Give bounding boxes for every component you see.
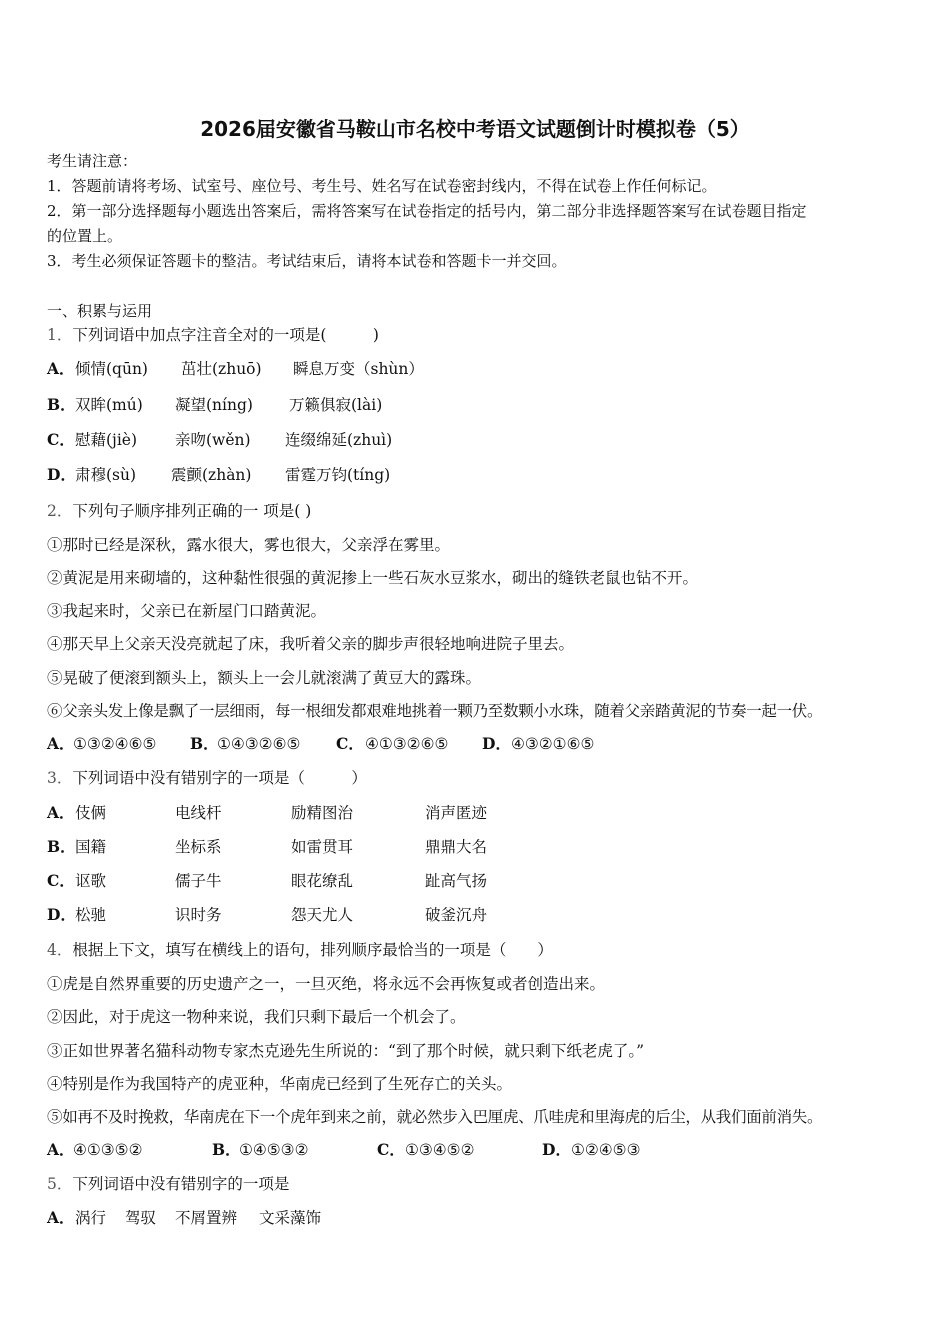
question-2 — [47, 500, 311, 522]
option-label: A． — [47, 734, 75, 753]
option-word: 涡行 — [75, 1209, 107, 1227]
option-word: 驾驭 — [125, 1209, 157, 1227]
option-text: ①③④⑤② — [405, 1141, 475, 1159]
q4-options — [47, 1139, 907, 1161]
option-word: 励精图治 — [291, 804, 354, 822]
option-word: 讴歌 — [75, 872, 107, 890]
question-5 — [47, 1173, 289, 1195]
q2-sentence: ④那天早上父亲天没亮就起了床，我听着父亲的脚步声很轻地响进院子里去。 — [47, 635, 575, 653]
q3-option-b — [47, 836, 907, 858]
q5-option-a — [47, 1207, 907, 1229]
option-label: C． — [377, 1140, 405, 1159]
option-text: ①④⑤③② — [239, 1141, 309, 1159]
q1-option-a — [47, 358, 907, 380]
option-label: D． — [47, 465, 76, 484]
option-label: D． — [482, 734, 511, 753]
option-word: 茁壮(zhuō) — [181, 360, 262, 378]
option-word: 万籁俱寂(lài) — [289, 396, 383, 414]
option-word: 趾高气扬 — [425, 872, 488, 890]
q2-sentence: ①那时已经是深秋，露水很大，雾也很大，父亲浮在雾里。 — [47, 536, 451, 554]
notice-item: 3．考生必须保证答题卡的整洁。考试结束后，请将本试卷和答题卡一并交回。 — [47, 252, 567, 270]
q3-option-a — [47, 802, 907, 824]
q2-sentence: ③我起来时，父亲已在新屋门口踏黄泥。 — [47, 602, 327, 620]
option-word: 识时务 — [175, 906, 222, 924]
section-heading: 一、积累与运用 — [47, 302, 153, 320]
q1-option-c — [47, 429, 907, 451]
notice-item: 1．答题前请将考场、试室号、座位号、考生号、姓名写在试卷密封线内，不得在试卷上作任何标记。 — [47, 177, 717, 195]
option-text: ①③②④⑥⑤ — [73, 735, 157, 753]
question-3 — [47, 767, 367, 789]
q1-option-b — [47, 394, 907, 416]
option-word: 文采藻饰 — [259, 1209, 322, 1227]
q3-option-d — [47, 904, 907, 926]
q3-option-c — [47, 870, 907, 892]
option-label: A． — [47, 1208, 75, 1227]
q4-sentence: ③正如世界著名猫科动物专家杰克逊先生所说的：“到了那个时候，就只剩下纸老虎了。” — [47, 1042, 645, 1060]
question-stem: 下列句子顺序排列正确的一 项是( ) — [72, 502, 312, 520]
notice-heading: 考生请注意： — [47, 152, 138, 170]
q2-sentence: ②黄泥是用来砌墙的，这种黏性很强的黄泥掺上一些石灰水豆浆水，砌出的缝铁老鼠也钻不开。 — [47, 569, 699, 587]
option-word: 震颤(zhàn) — [171, 466, 252, 484]
option-label: C． — [47, 430, 75, 449]
option-word: 亲吻(wěn) — [175, 431, 251, 449]
q2-sentence: ⑤晃破了便滚到额头上，额头上一会儿就滚满了黄豆大的露珠。 — [47, 669, 482, 687]
option-label: B． — [47, 395, 76, 414]
q2-options — [47, 733, 907, 755]
option-label: C． — [336, 734, 364, 753]
question-number: 4． — [47, 941, 73, 959]
question-1 — [47, 324, 379, 346]
q1-option-d — [47, 464, 907, 486]
q4-sentence: ①虎是自然界重要的历史遗产之一，一旦灭绝，将永远不会再恢复或者创造出来。 — [47, 975, 606, 993]
option-word: 不屑置辨 — [175, 1209, 238, 1227]
option-word: 双眸(mú) — [75, 396, 143, 414]
q2-sentence: ⑥父亲头发上像是飘了一层细雨，每一根细发都艰难地挑着一颗乃至数颗小水珠，随着父亲踏黄泥的节奏一起一伏。 — [47, 702, 823, 720]
option-text: ④①③②⑥⑤ — [365, 735, 449, 753]
option-word: 眼花缭乱 — [291, 872, 354, 890]
option-word: 瞬息万变（shùn） — [293, 360, 424, 378]
option-label: D． — [47, 905, 76, 924]
question-number: 3． — [47, 769, 73, 787]
option-label: A． — [47, 359, 75, 378]
option-word: 连缀绵延(zhuì) — [285, 431, 393, 449]
question-4 — [47, 939, 553, 961]
option-word: 倾情(qūn) — [75, 360, 148, 378]
option-word: 鼎鼎大名 — [425, 838, 488, 856]
option-word: 肃穆(sù) — [75, 466, 137, 484]
option-text: ④③②①⑥⑤ — [511, 735, 595, 753]
option-text: ①④③②⑥⑤ — [217, 735, 301, 753]
notice-item: 的位置上。 — [47, 227, 123, 245]
option-label: C． — [47, 871, 75, 890]
option-label: D． — [542, 1140, 571, 1159]
option-word: 凝望(níng) — [175, 396, 253, 414]
option-word: 伎俩 — [75, 804, 107, 822]
question-number: 5． — [47, 1175, 73, 1193]
option-label: A． — [47, 1140, 75, 1159]
option-word: 消声匿迹 — [425, 804, 488, 822]
notice-item: 2．第一部分选择题每小题选出答案后，需将答案写在试卷指定的括号内，第二部分非选择题答案写在试卷题目指定 — [47, 202, 807, 220]
option-word: 儒子牛 — [175, 872, 222, 890]
option-word: 国籍 — [75, 838, 107, 856]
question-stem: 下列词语中没有错别字的一项是 — [72, 1175, 290, 1193]
q4-sentence: ⑤如再不及时挽救，华南虎在下一个虎年到来之前，就必然步入巴厘虎、爪哇虎和里海虎的后尘，从我们面前消失。 — [47, 1108, 823, 1126]
option-word: 破釜沉舟 — [425, 906, 488, 924]
option-label: B． — [190, 734, 219, 753]
q4-sentence: ②因此，对于虎这一物种来说，我们只剩下最后一个机会了。 — [47, 1008, 466, 1026]
question-stem: 下列词语中加点字注音全对的一项是( ) — [72, 326, 379, 344]
q4-sentence: ④特别是作为我国特产的虎亚种，华南虎已经到了生死存亡的关头。 — [47, 1075, 513, 1093]
option-word: 怨天尤人 — [291, 906, 354, 924]
option-label: B． — [212, 1140, 241, 1159]
question-stem: 根据上下文，填写在横线上的语句，排列顺序最恰当的一项是（ ） — [72, 941, 553, 959]
option-word: 坐标系 — [175, 838, 222, 856]
option-word: 如雷贯耳 — [291, 838, 354, 856]
question-number: 2． — [47, 502, 73, 520]
option-word: 电线杆 — [175, 804, 222, 822]
page-title: 2026届安徽省马鞍山市名校中考语文试题倒计时模拟卷（5） — [200, 117, 750, 141]
option-text: ①②④⑤③ — [571, 1141, 641, 1159]
option-text: ④①③⑤② — [73, 1141, 143, 1159]
question-stem: 下列词语中没有错别字的一项是（ ） — [72, 769, 367, 787]
option-word: 松驰 — [75, 906, 107, 924]
question-number: 1． — [47, 326, 73, 344]
option-label: A． — [47, 803, 75, 822]
option-label: B． — [47, 837, 76, 856]
option-word: 雷霆万钧(tíng) — [285, 466, 391, 484]
option-word: 慰藉(jiè) — [75, 431, 138, 449]
